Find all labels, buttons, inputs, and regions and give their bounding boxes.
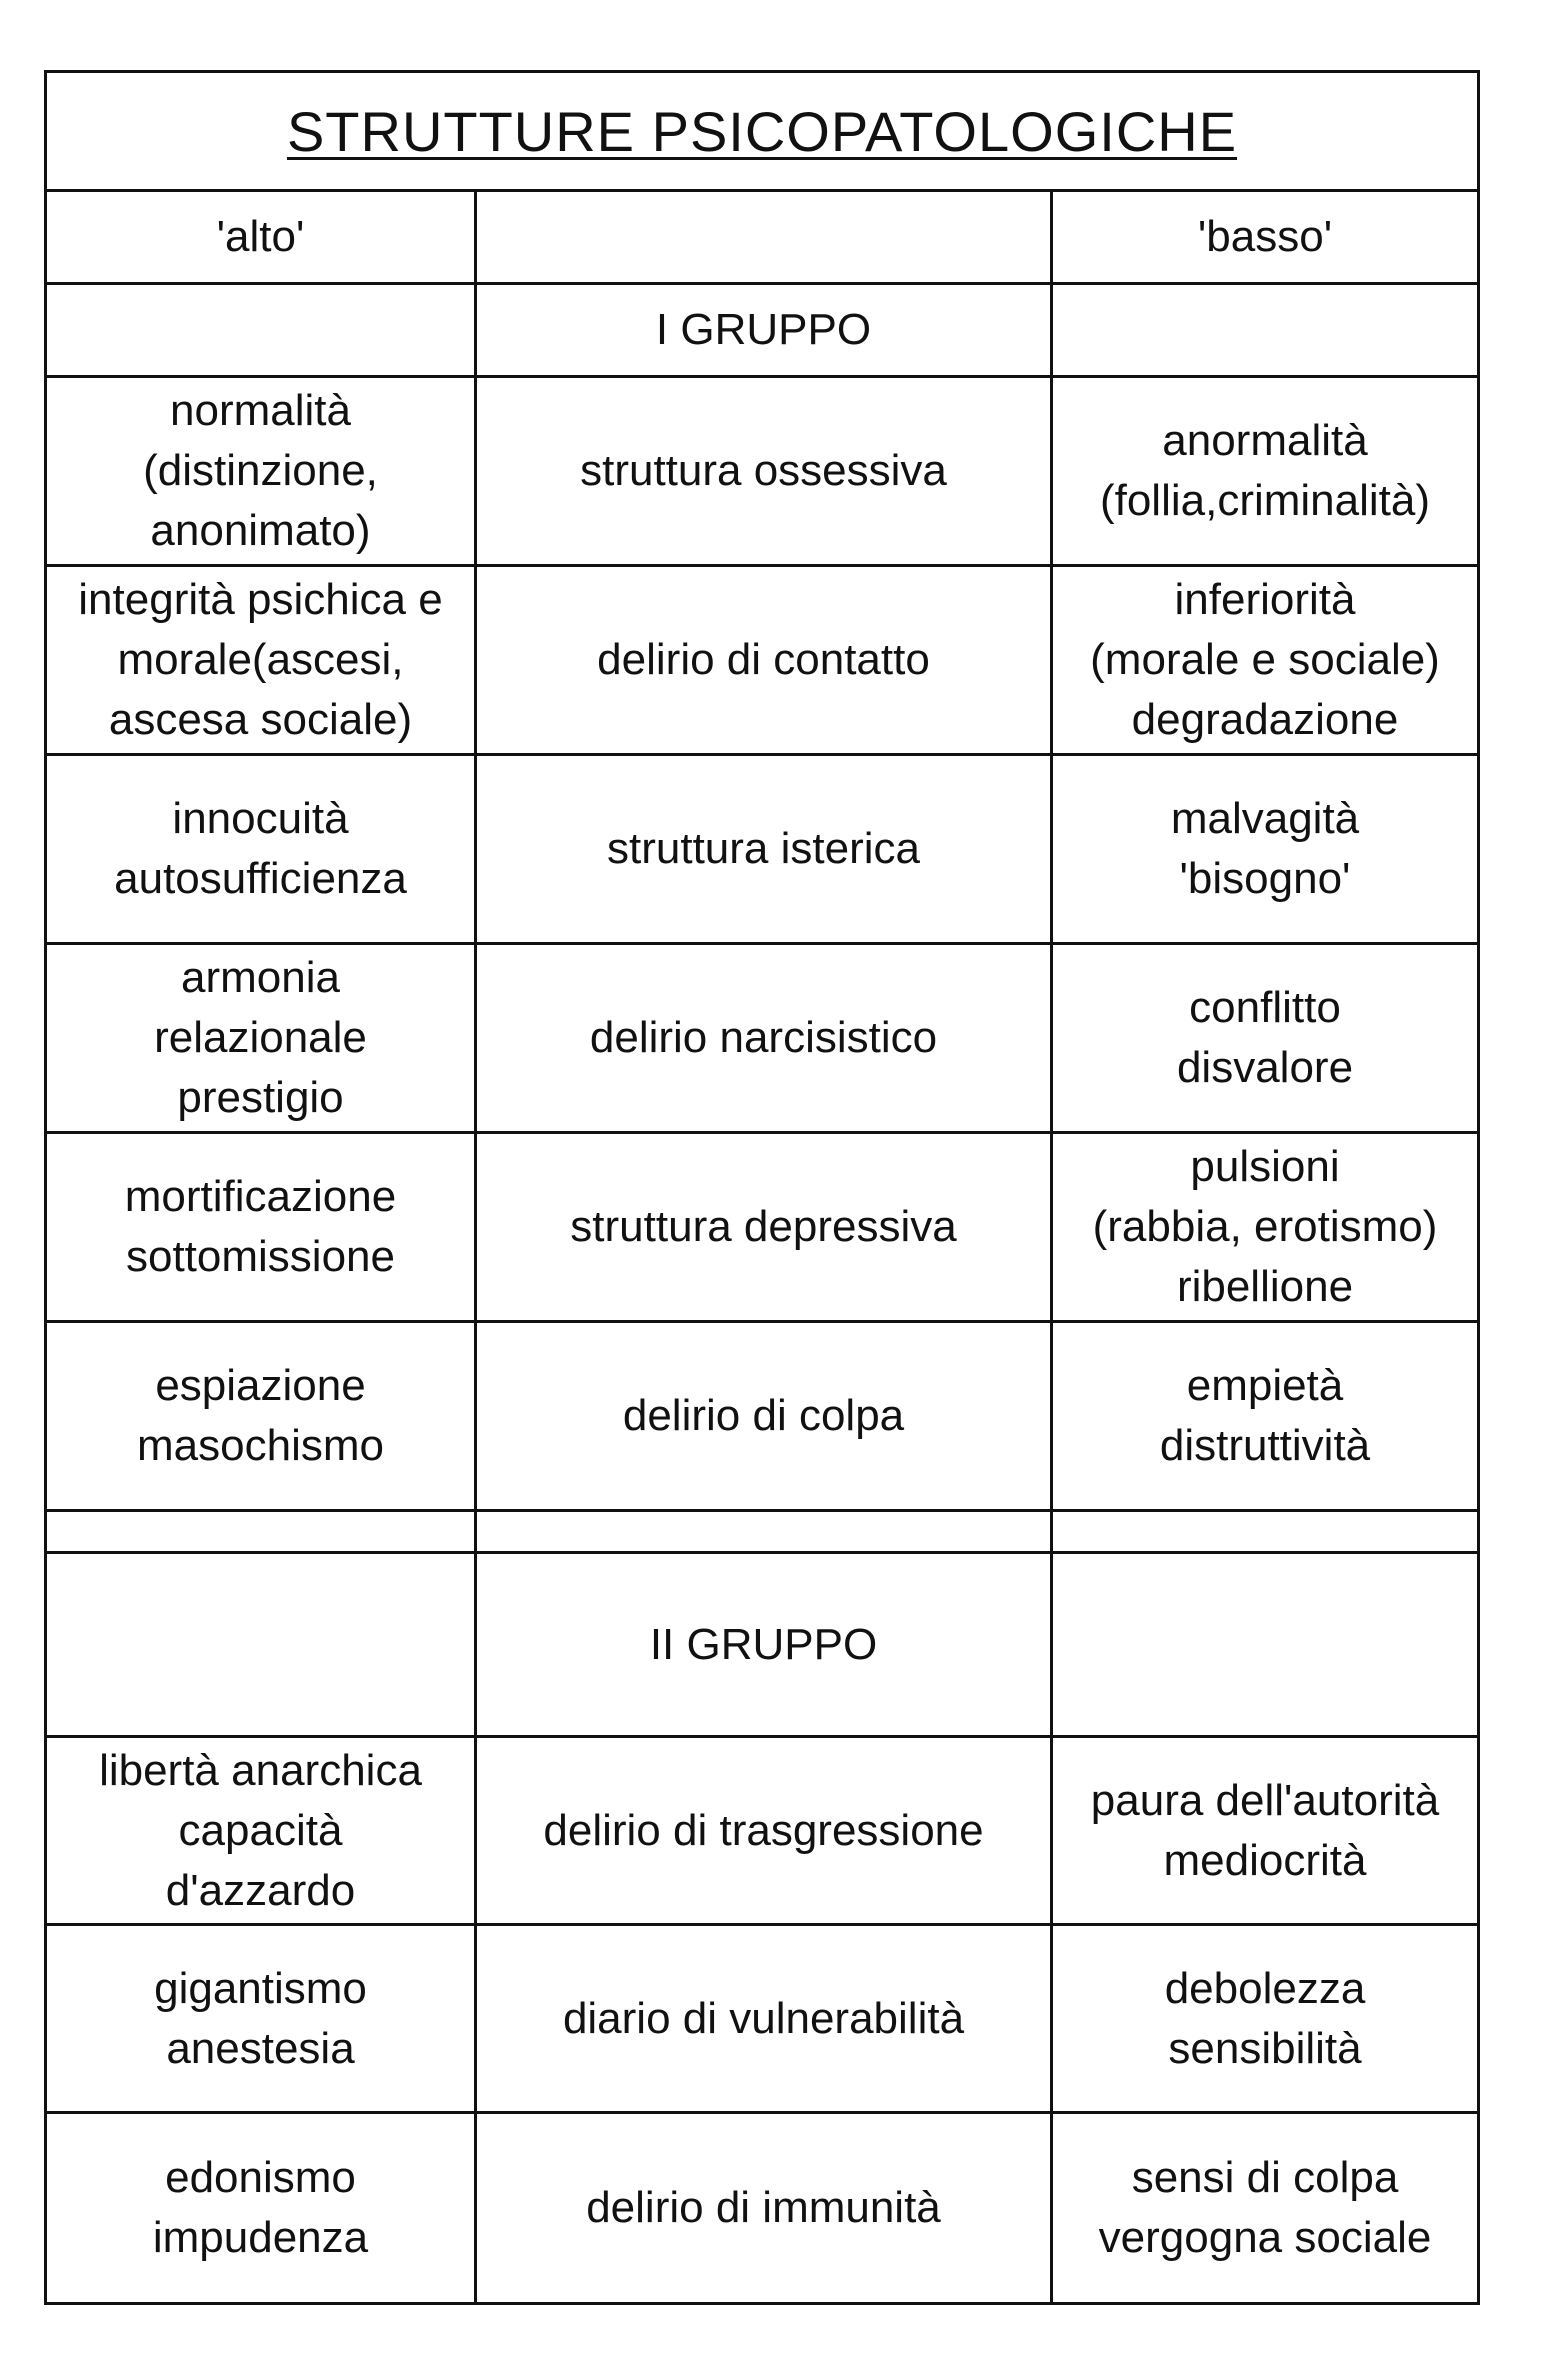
basso-cell: anormalità (follia,criminalità) bbox=[1099, 416, 1431, 525]
group1-header-row bbox=[47, 285, 1477, 378]
basso-cell: paura dell'autorità mediocrità bbox=[1090, 1775, 1440, 1885]
table-row bbox=[47, 1134, 1477, 1323]
header-row bbox=[47, 192, 1477, 285]
basso-cell: conflitto disvalore bbox=[1176, 983, 1354, 1092]
table-row bbox=[47, 567, 1477, 756]
title-row bbox=[47, 73, 1477, 192]
group1-empty-left bbox=[47, 285, 477, 375]
group1-empty-right bbox=[1053, 285, 1477, 375]
separator-cell bbox=[47, 1512, 477, 1551]
basso-cell: pulsioni (rabbia, erotismo) ribellione bbox=[1092, 1142, 1438, 1311]
basso-cell: malvagità 'bisogno' bbox=[1170, 794, 1360, 903]
table-row bbox=[47, 756, 1477, 945]
table-row bbox=[47, 1738, 1477, 1926]
header-alto: 'alto' bbox=[47, 192, 477, 282]
group2-empty-left bbox=[47, 1554, 477, 1735]
basso-cell: inferiorità (morale e sociale) degradazione bbox=[1090, 575, 1440, 744]
alto-cell: edonismo impudenza bbox=[47, 2114, 477, 2302]
struttura-cell: delirio di contatto bbox=[477, 567, 1053, 753]
alto-cell: innocuità autosufficienza bbox=[47, 756, 477, 942]
struttura-cell: struttura isterica bbox=[477, 756, 1053, 942]
group2-label: II GRUPPO bbox=[477, 1554, 1053, 1735]
separator-cell bbox=[477, 1512, 1053, 1551]
alto-cell: mortificazione sottomissione bbox=[47, 1134, 477, 1320]
group2-empty-right bbox=[1053, 1554, 1477, 1735]
table-row bbox=[47, 2114, 1477, 2302]
group2-header-row bbox=[47, 1554, 1477, 1738]
alto-cell: normalità (distinzione, anonimato) bbox=[47, 378, 477, 564]
struttura-cell: delirio narcisistico bbox=[477, 945, 1053, 1131]
group1-label: I GRUPPO bbox=[477, 285, 1053, 375]
alto-cell: integrità psichica e morale(ascesi, ascesa sociale) bbox=[47, 567, 477, 753]
struttura-cell: struttura ossessiva bbox=[477, 378, 1053, 564]
header-basso: 'basso' bbox=[1197, 212, 1333, 261]
header-center bbox=[477, 192, 1053, 282]
alto-cell: espiazione masochismo bbox=[47, 1323, 477, 1509]
basso-cell: empietà distruttività bbox=[1159, 1361, 1371, 1470]
table-row bbox=[47, 1323, 1477, 1512]
separator-cell bbox=[1053, 1512, 1477, 1551]
struttura-cell: struttura depressiva bbox=[477, 1134, 1053, 1320]
struttura-cell: delirio di trasgressione bbox=[477, 1738, 1053, 1923]
psychopathology-table bbox=[44, 70, 1480, 2305]
table-row bbox=[47, 378, 1477, 567]
alto-cell: armonia relazionale prestigio bbox=[47, 945, 477, 1131]
alto-cell: libertà anarchica capacità d'azzardo bbox=[47, 1738, 477, 1923]
alto-cell: gigantismo anestesia bbox=[47, 1926, 477, 2111]
page-title: STRUTTURE PSICOPATOLOGICHE bbox=[286, 99, 1238, 163]
table-row bbox=[47, 945, 1477, 1134]
basso-cell: debolezza sensibilità bbox=[1164, 1963, 1366, 2073]
struttura-cell: delirio di colpa bbox=[477, 1323, 1053, 1509]
struttura-cell: delirio di immunità bbox=[477, 2114, 1053, 2302]
separator-row bbox=[47, 1512, 1477, 1554]
struttura-cell: diario di vulnerabilità bbox=[477, 1926, 1053, 2111]
basso-cell: sensi di colpa vergogna sociale bbox=[1098, 2153, 1432, 2262]
table-row bbox=[47, 1926, 1477, 2114]
